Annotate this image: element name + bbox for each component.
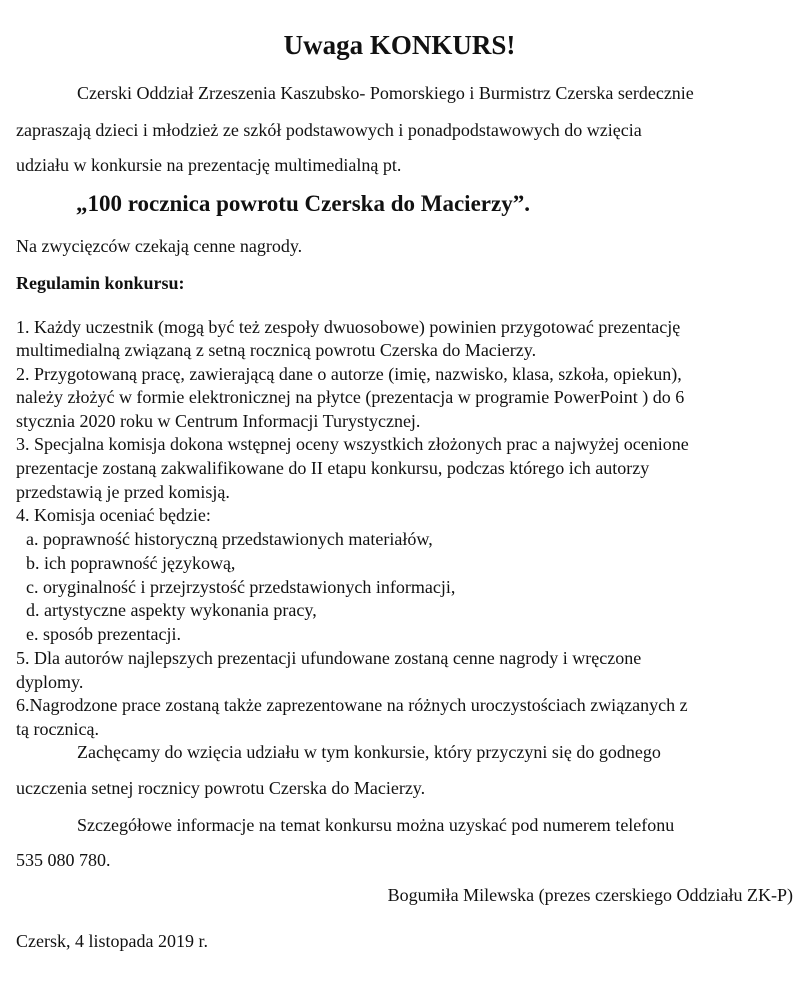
rule-line: 3. Specjalna komisja dokona wstępnej oceny wszystkich złożonych prac a najwyżej ocenione: [16, 434, 689, 454]
signature: Bogumiła Milewska (prezes czerskiego Oddziału ZK-P): [387, 885, 793, 905]
intro-line: Czerski Oddział Zrzeszenia Kaszubsko- Pomorskiego i Burmistrz Czerska serdecznie: [77, 83, 694, 103]
rule-line: należy złożyć w formie elektronicznej na płytce (prezentacja w programie PowerPoint ) do 6: [16, 387, 685, 407]
encourage-line: uczczenia setnej rocznicy powrotu Czerska do Macierzy.: [16, 778, 426, 798]
prizes-line: Na zwycięzców czekają cenne nagrody.: [16, 236, 303, 256]
place-date: Czersk, 4 listopada 2019 r.: [16, 931, 208, 951]
intro-line: zapraszają dzieci i młodzież ze szkół podstawowych i ponadpodstawowych do wzięcia: [16, 120, 642, 140]
contest-title: „100 rocznica powrotu Czerska do Macierzy”.: [76, 191, 530, 216]
criteria-item: e. sposób prezentacji.: [26, 624, 181, 644]
rule-line: przedstawią je przed komisją.: [16, 482, 230, 502]
info-line: Szczegółowe informacje na temat konkursu można uzyskać pod numerem telefonu: [77, 815, 675, 835]
rule-line: 1. Każdy uczestnik (mogą być też zespoły dwuosobowe) powinien przygotować prezentację: [16, 317, 681, 337]
rule-line: stycznia 2020 roku w Centrum Informacji Turystycznej.: [16, 411, 421, 431]
criteria-item: b. ich poprawność językową,: [26, 553, 236, 573]
rule-line: 5. Dla autorów najlepszych prezentacji ufundowane zostaną cenne nagrody i wręczone: [16, 648, 642, 668]
rules-heading: Regulamin konkursu:: [16, 273, 185, 293]
encourage-line: Zachęcamy do wzięcia udziału w tym konkursie, który przyczyni się do godnego: [77, 742, 661, 762]
page-title: Uwaga KONKURS!: [283, 30, 516, 60]
phone-number: 535 080 780.: [16, 850, 111, 870]
criteria-item: c. oryginalność i przejrzystość przedstawionych informacji,: [26, 577, 456, 597]
rule-line: prezentacje zostaną zakwalifikowane do II etapu konkursu, podczas którego ich autorzy: [16, 458, 650, 478]
criteria-item: a. poprawność historyczną przedstawionych materiałów,: [26, 529, 433, 549]
rule-line: 4. Komisja oceniać będzie:: [16, 505, 211, 525]
rule-line: multimedialną związaną z setną rocznicą powrotu Czerska do Macierzy.: [16, 340, 537, 360]
rule-line: dyplomy.: [16, 672, 84, 692]
intro-line: udziału w konkursie na prezentację multimedialną pt.: [16, 155, 402, 175]
rule-line: 2. Przygotowaną pracę, zawierającą dane o autorze (imię, nazwisko, klasa, szkoła, opiekun),: [16, 364, 682, 384]
rule-line: tą rocznicą.: [16, 719, 99, 739]
criteria-item: d. artystyczne aspekty wykonania pracy,: [26, 600, 317, 620]
rule-line: 6.Nagrodzone prace zostaną także zaprezentowane na różnych uroczystościach związanych z: [16, 695, 688, 715]
